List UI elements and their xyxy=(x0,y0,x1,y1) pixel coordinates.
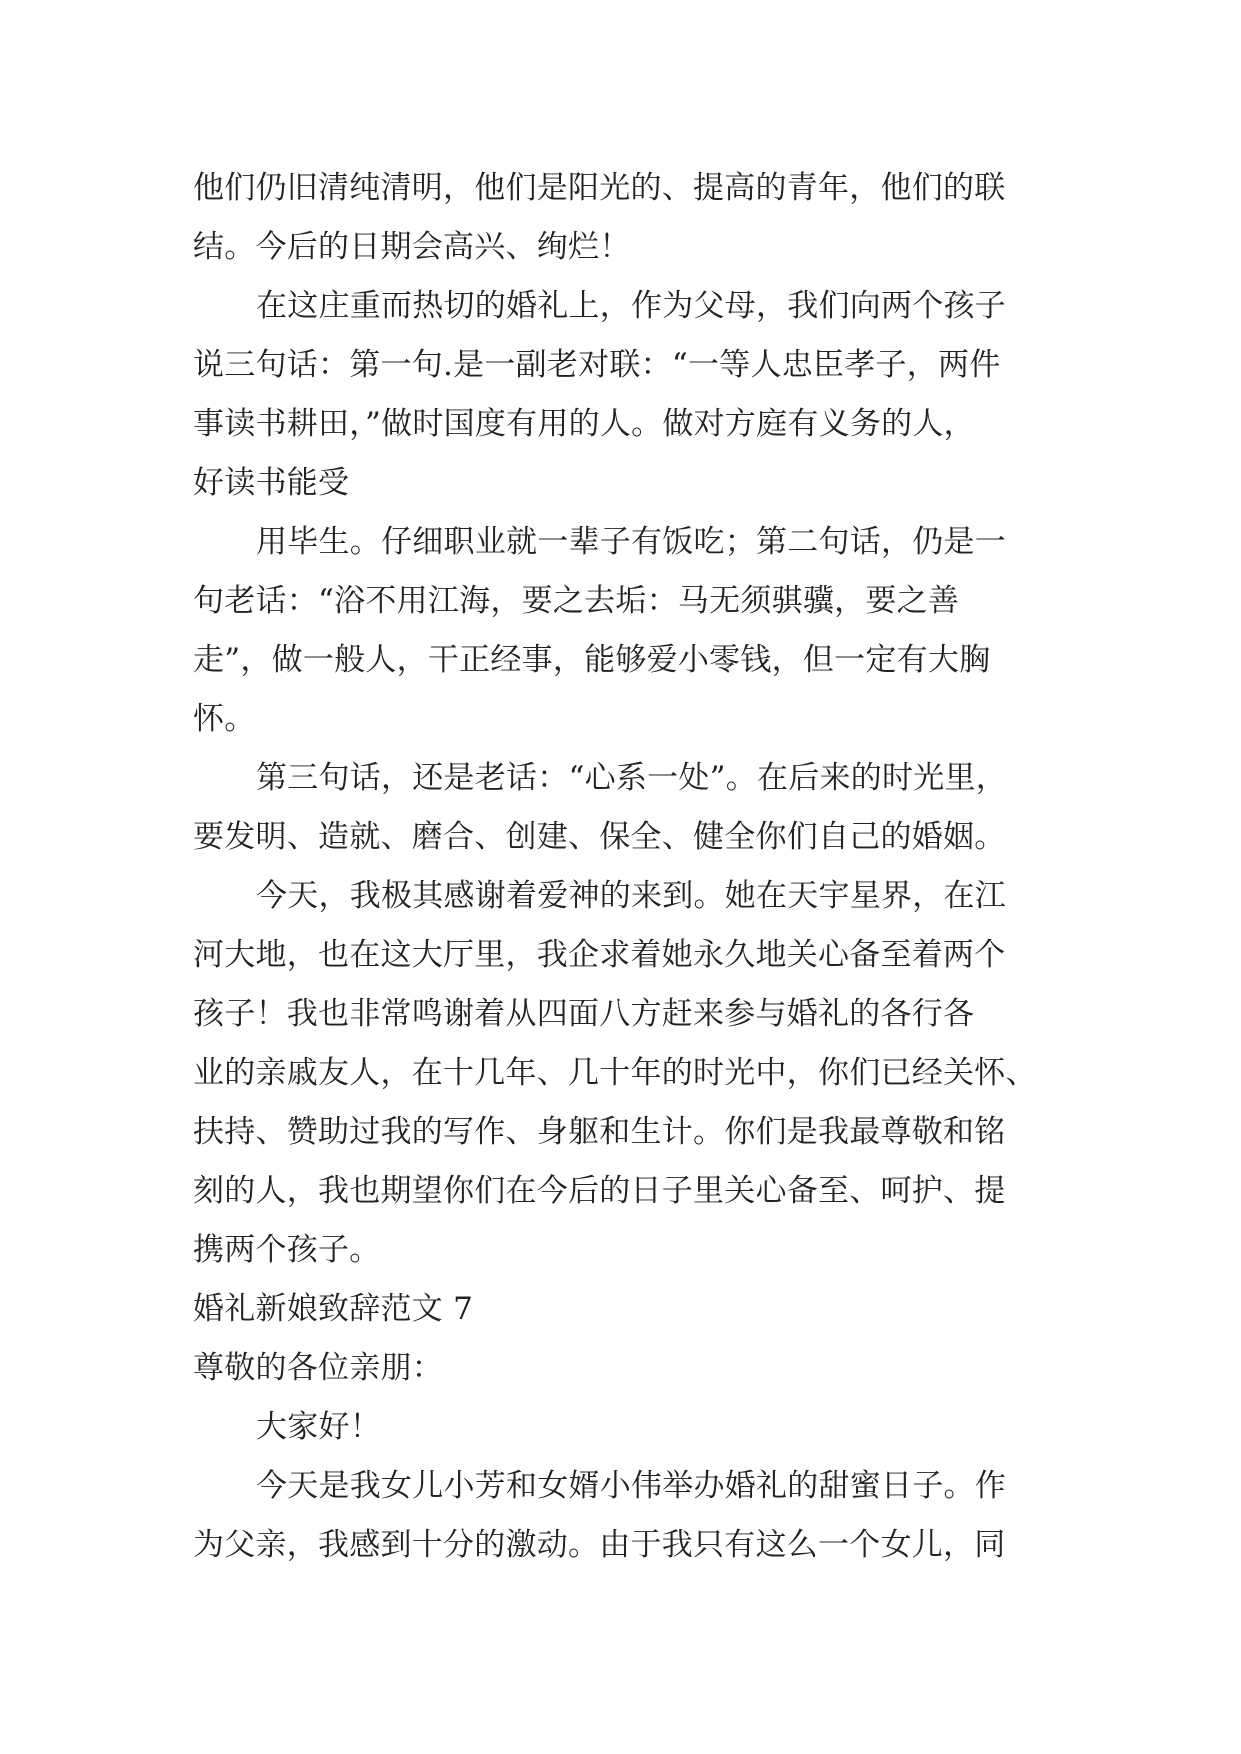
greeting: 大家好！ xyxy=(256,1409,381,1445)
text-line: 他们仍旧清纯清明，他们是阳光的、提高的青年，他们的联 xyxy=(193,170,1006,206)
text-line: 走”，做一般人，干正经事，能够爱小零钱，但一定有大胸 xyxy=(193,642,991,678)
text-line: 河大地，也在这大厅里，我企求着她永久地关心备至着两个 xyxy=(193,937,1006,973)
text-line: 业的亲戚友人，在十几年、几十年的时光中，你们已经关怀、 xyxy=(193,1055,1037,1091)
text-line: 扶持、赞助过我的写作、身躯和生计。你们是我最尊敬和铭 xyxy=(193,1114,1006,1150)
text-line: 在这庄重而热切的婚礼上，作为父母，我们向两个孩子 xyxy=(256,288,1006,324)
text-line: 刻的人，我也期望你们在今后的日子里关心备至、呵护、提 xyxy=(193,1173,1006,1209)
text-line: 好读书能受 xyxy=(193,465,350,501)
text-line: 今天是我女儿小芳和女婿小伟举办婚礼的甜蜜日子。作 xyxy=(256,1468,1006,1504)
text-line: 事读书耕田，”做时国度有用的人。做对方庭有义务的人， xyxy=(193,406,975,442)
text-line: 今天，我极其感谢着爱神的来到。她在天宇星界，在江 xyxy=(256,878,1006,914)
text-line: 为父亲，我感到十分的激动。由于我只有这么一个女儿，同 xyxy=(193,1527,1006,1563)
text-line: 句老话：“浴不用江海，要之去垢：马无须骐骥，要之善 xyxy=(193,583,960,619)
text-line: 第三句话，还是老话：“心系一处”。在后来的时光里， xyxy=(256,760,1007,796)
salutation: 尊敬的各位亲朋： xyxy=(193,1350,443,1386)
text-line: 用毕生。仔细职业就一辈子有饭吃；第二句话，仍是一 xyxy=(256,524,1006,560)
text-line: 怀。 xyxy=(193,701,256,737)
text-line: 孩子！我也非常鸣谢着从四面八方赶来参与婚礼的各行各 xyxy=(193,996,975,1032)
section-heading: 婚礼新娘致辞范文 7 xyxy=(193,1291,474,1327)
text-line: 说三句话：第一句.是一副老对联：“一等人忠臣孝子，两件 xyxy=(193,347,1001,383)
text-line: 要发明、造就、磨合、创建、保全、健全你们自己的婚姻。 xyxy=(193,819,1006,855)
text-line: 结。今后的日期会高兴、绚烂！ xyxy=(193,229,631,265)
text-line: 携两个孩子。 xyxy=(193,1232,381,1268)
